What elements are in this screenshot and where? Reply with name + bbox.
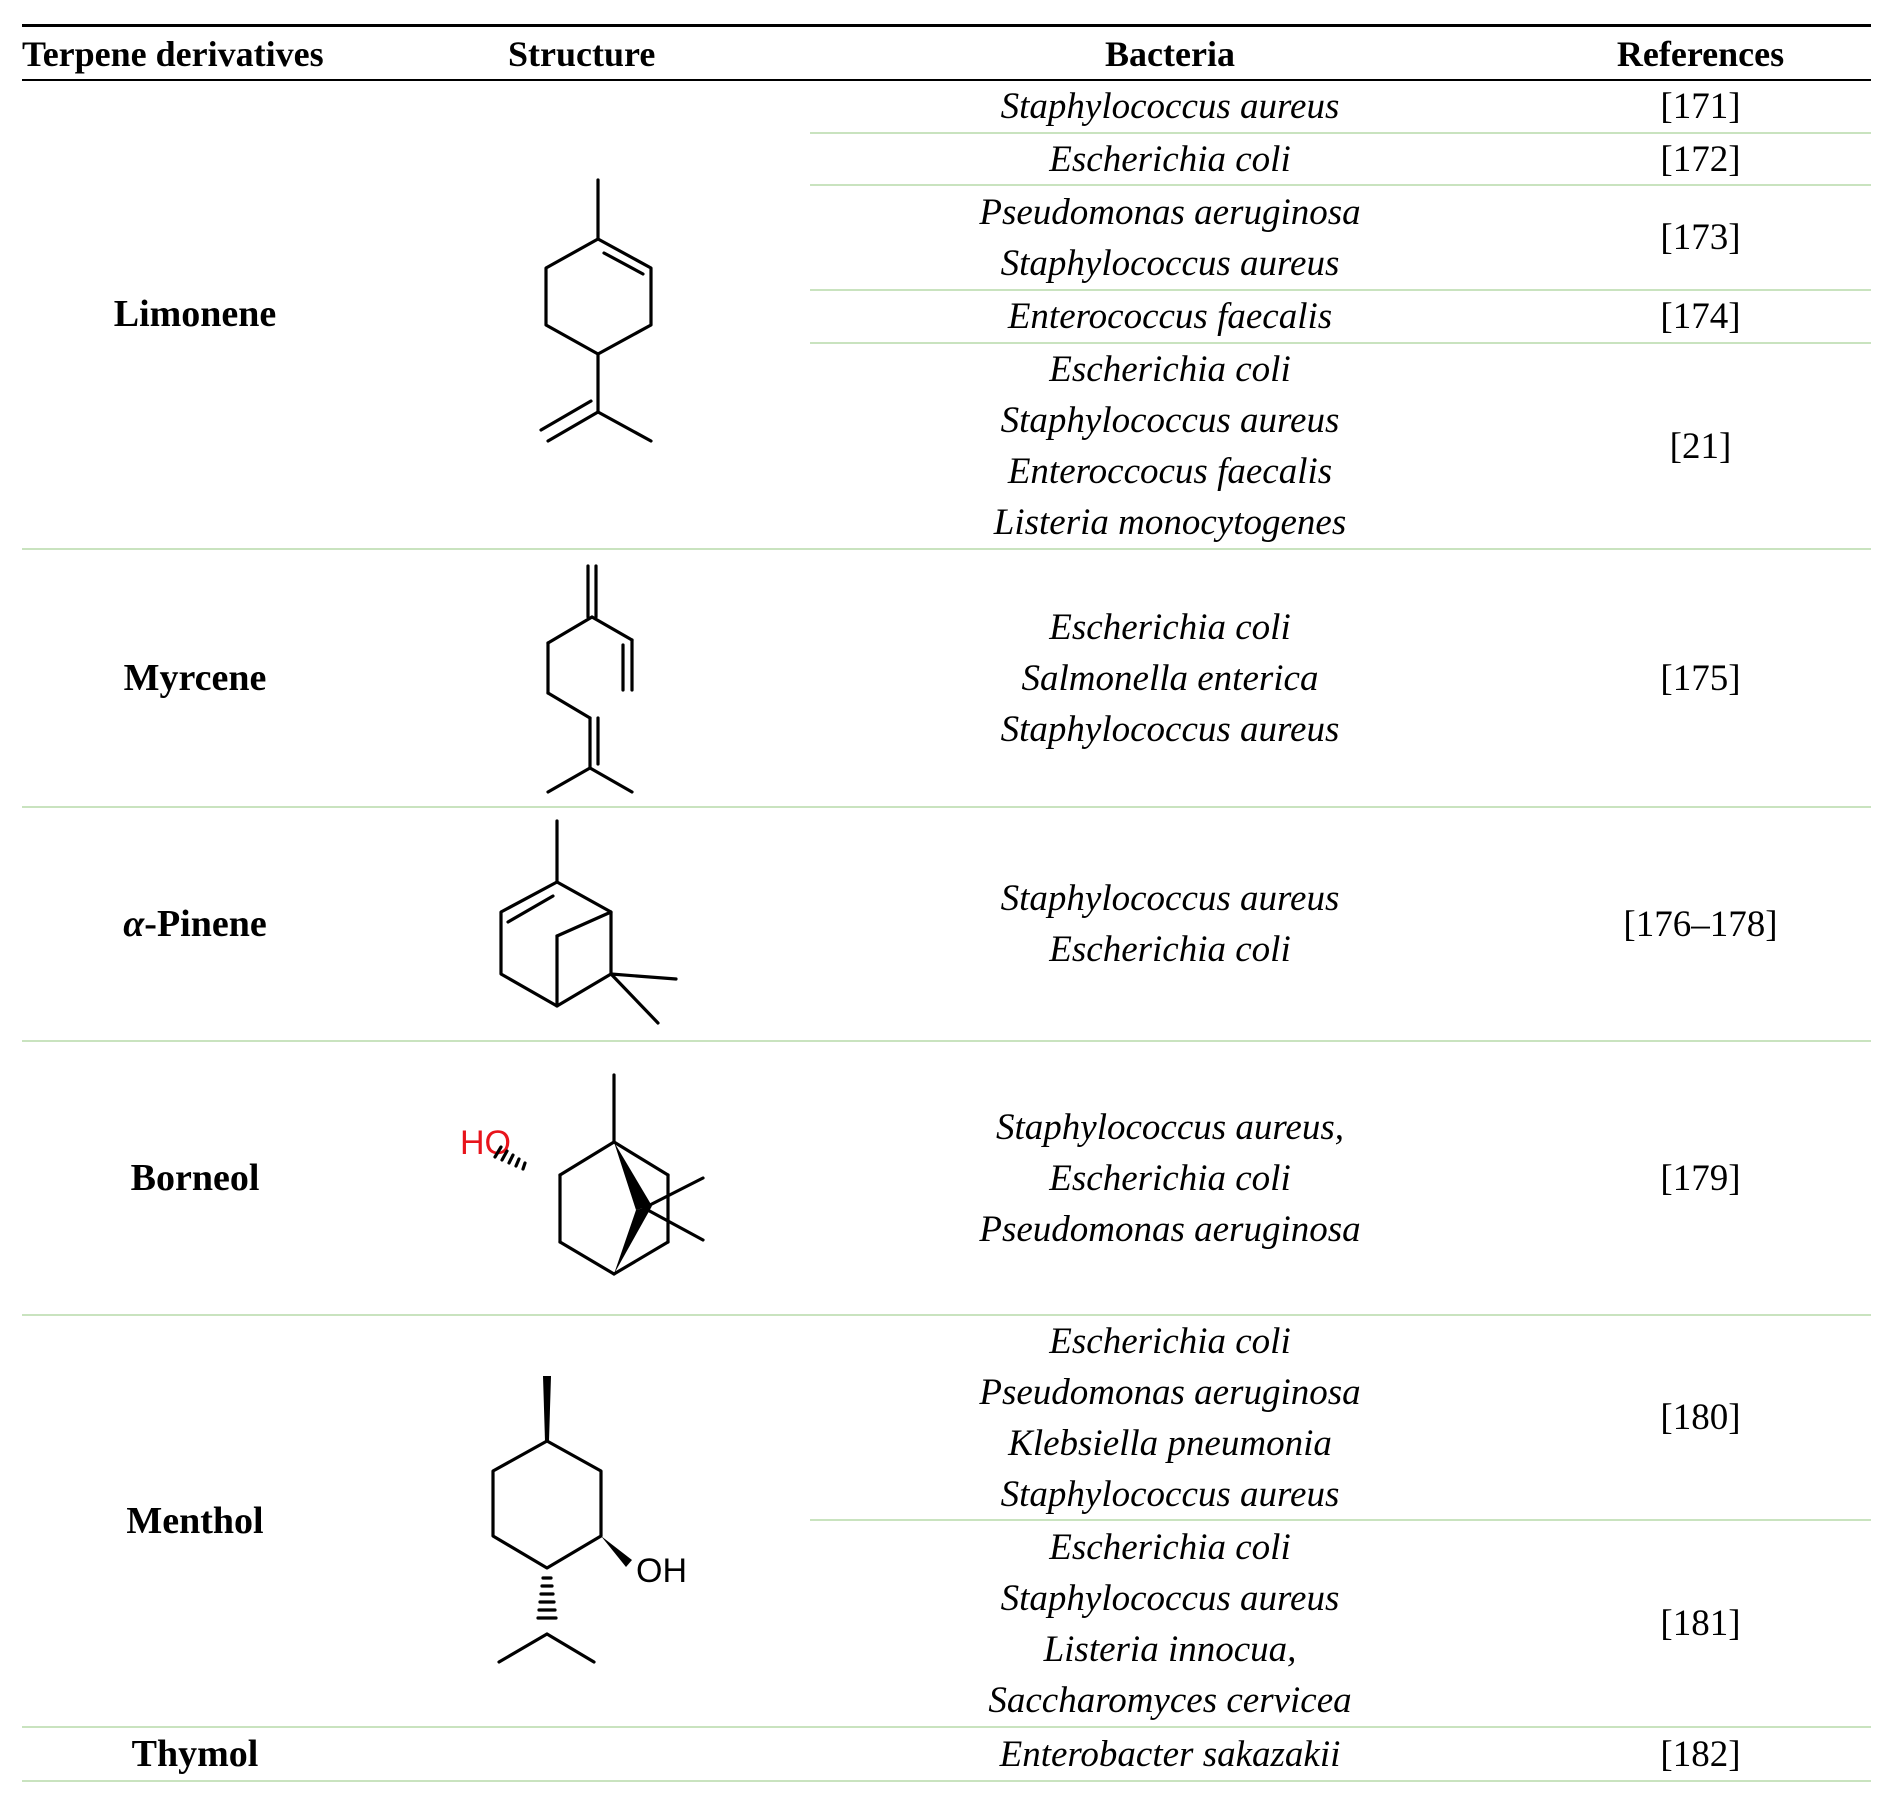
bacteria-name: Escherichia coli [1049,929,1291,970]
bacteria-name: Staphylococcus aureus [1000,878,1340,919]
bacteria-name: Escherichia coli [1049,138,1291,180]
bacteria-cell [810,81,1530,132]
header-bacteria: Bacteria [1105,34,1235,74]
bacteria-cell [810,186,1530,289]
bacteria-name: Staphylococcus aureus [1000,86,1340,127]
reference-cell: [171] [1660,86,1741,127]
hydroxyl-label: HO [460,1124,511,1162]
bacteria-name: Saccharomyces cervicea [988,1679,1352,1721]
reference-cell: [176–178] [1623,903,1778,945]
header-references: References [1616,34,1785,74]
reference-cell: [179] [1660,1157,1741,1199]
bacteria-cell [810,134,1530,184]
compound-name-alpha-pinene [22,808,368,1040]
reference-cell: [21] [1669,425,1732,467]
reference-cell: [175] [1660,657,1741,699]
bacteria-name: Salmonella enterica [1021,657,1319,699]
hydroxyl-label: OH [636,1552,687,1590]
header-structure: Structure [508,34,656,74]
bacteria-cell [810,1042,1530,1314]
bacteria-name: Staphylococcus aureus, [996,1106,1344,1148]
compound-name-thymol: Thymol [131,1732,259,1775]
alpha-symbol: α [123,902,145,945]
reference-cell: [174] [1660,296,1741,337]
bacteria-name: Klebsiella pneumonia [1008,1422,1332,1464]
bacteria-name: Enteroccocus faecalis [1007,451,1333,492]
reference-cell: [173] [1660,217,1741,258]
reference-cell: [181] [1660,1603,1741,1644]
table-top-rule [22,24,1871,27]
bacteria-name: Enterococcus faecalis [1007,296,1333,337]
reference-cell: [172] [1660,138,1741,180]
bacteria-name: Escherichia coli [1049,1526,1291,1568]
bacteria-name: Enterobacter sakazakii [999,1733,1341,1775]
bacteria-name: Pseudomonas aeruginosa [979,1208,1361,1250]
bacteria-name: Staphylococcus aureus [1000,1577,1340,1619]
bacteria-cell [810,344,1530,548]
bacteria-name: Escherichia coli [1049,1157,1291,1199]
bacteria-name: Listeria innocua, [1043,1628,1297,1670]
bacteria-name: Escherichia coli [1049,349,1291,390]
menthol-structure [368,1316,810,1726]
bacteria-name: Staphylococcus aureus [1000,242,1340,284]
compound-name-myrcene: Myrcene [123,656,267,699]
compound-name-text: -Pinene [144,902,267,945]
reference-cell: [182] [1660,1733,1741,1775]
bacteria-cell [810,291,1530,342]
bacteria-cell [810,550,1530,806]
borneol-structure [368,1042,810,1314]
bacteria-name: Pseudomonas aeruginosa [979,1371,1361,1413]
compound-name-menthol: Menthol [126,1499,264,1542]
bacteria-cell [810,808,1530,1040]
bacteria-name: Pseudomonas aeruginosa [979,191,1361,233]
alpha-pinene-structure [368,808,810,1040]
bacteria-cell [810,1316,1530,1519]
bacteria-name: Staphylococcus aureus [1000,400,1340,441]
table-bottom-rule [22,1780,1871,1782]
compound-name-limonene: Limonene [113,293,277,335]
bacteria-cell [810,1728,1530,1780]
limonene-structure [368,81,810,548]
bacteria-name: Escherichia coli [1049,606,1291,648]
bacteria-name: Staphylococcus aureus [1000,1473,1340,1515]
bacteria-name: Listeria monocytogenes [993,502,1347,543]
bacteria-name: Staphylococcus aureus [1000,708,1340,750]
compound-name-borneol: Borneol [130,1156,260,1199]
myrcene-structure [368,550,810,806]
bacteria-cell [810,1521,1530,1726]
reference-cell: [180] [1660,1397,1741,1438]
bacteria-name: Escherichia coli [1049,1320,1291,1362]
header-terpene-derivatives: Terpene derivatives [22,34,324,74]
